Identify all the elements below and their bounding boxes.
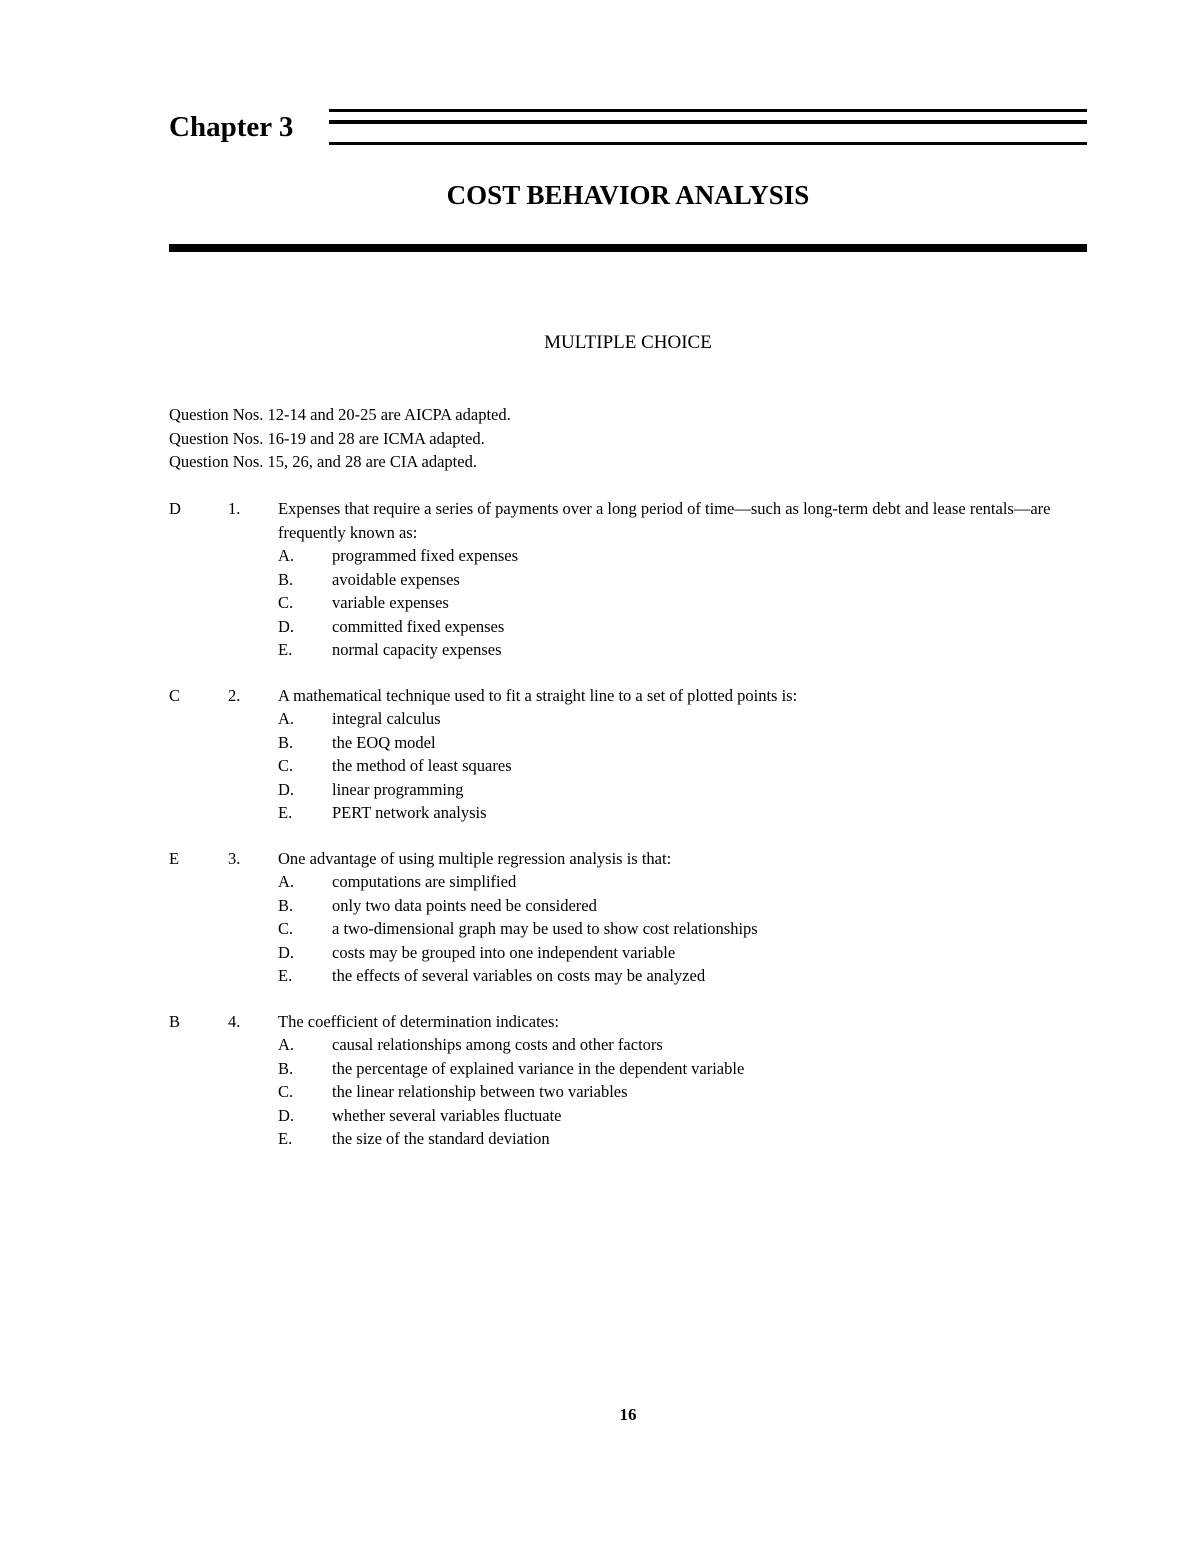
option-letter: A. [278,709,295,728]
option-letter: A. [278,546,295,565]
option-letter: E. [278,640,293,659]
question-number: 1. [228,499,241,518]
option-letter: D. [278,616,295,636]
header-rule-top [329,109,1087,112]
answer-option [278,754,1087,778]
option-letter: A. [278,1035,295,1054]
answer-option [278,941,1087,965]
header-rule-bottom [329,142,1087,145]
answer-option [278,568,1087,592]
question-item [169,684,1087,825]
option-text: committed fixed expenses [332,616,505,636]
answer-option [278,1080,1087,1104]
option-letter: A. [278,872,295,891]
option-text: avoidable expenses [332,569,460,589]
option-letter: D. [278,1105,295,1125]
option-text: integral calculus [332,709,441,728]
answer-option [278,615,1087,639]
question-stem: One advantage of using multiple regression analysis is that: [278,848,672,868]
option-text: the percentage of explained variance in the dependent variable [332,1058,745,1078]
option-text: the EOQ model [332,732,436,752]
answer-option [278,1127,1087,1151]
option-text: the linear relationship between two variables [332,1082,628,1101]
option-letter: C. [278,1082,294,1101]
option-text: the size of the standard deviation [332,1129,550,1148]
option-letter: B. [278,732,294,752]
answer-option [278,731,1087,755]
option-text: costs may be grouped into one independent variable [332,942,676,962]
answer-option [278,778,1087,802]
option-text: whether several variables fluctuate [332,1105,562,1125]
chapter-title: COST BEHAVIOR ANALYSIS [446,180,810,210]
answer-option [278,591,1087,615]
option-text: programmed fixed expenses [332,546,519,565]
answer-key: B [169,1011,181,1031]
option-letter: D. [278,779,295,799]
option-letter: C. [278,756,294,775]
title-divider [169,244,1087,252]
answer-option [278,964,1087,988]
answer-option [278,1033,1087,1057]
option-text: normal capacity expenses [332,640,502,659]
question-number: 2. [228,685,241,705]
option-text: computations are simplified [332,872,517,891]
chapter-label: Chapter 3 [169,111,294,143]
section-heading: MULTIPLE CHOICE [544,332,712,353]
option-text: the effects of several variables on costs may be analyzed [332,966,706,985]
question-item [169,1010,1087,1151]
option-text: linear programming [332,779,464,799]
option-letter: C. [278,593,294,612]
option-letter: E. [278,803,293,822]
option-letter: C. [278,919,294,938]
answer-key: D [169,499,181,518]
answer-option [278,870,1087,894]
option-text: variable expenses [332,593,449,612]
option-text: PERT network analysis [332,803,487,822]
question-stem: Expenses that require a series of payments over a long period of time—such as long-term debt and lease rentals—are frequently known as: [278,499,1051,542]
answer-option [278,707,1087,731]
answer-option [278,801,1087,825]
source-note: Question Nos. 15, 26, and 28 are CIA adapted. [169,452,477,471]
answer-option [278,917,1087,941]
option-letter: E. [278,966,293,985]
question-list [169,497,1087,1173]
question-item [169,847,1087,988]
answer-option [278,638,1087,662]
question-stem: The coefficient of determination indicates: [278,1011,559,1031]
option-letter: E. [278,1129,293,1148]
answer-key: E [169,848,180,868]
source-note: Question Nos. 12-14 and 20-25 are AICPA adapted. [169,405,511,424]
answer-option [278,544,1087,568]
option-text: causal relationships among costs and other factors [332,1035,663,1054]
source-notes [169,403,511,474]
header-rule-middle [329,120,1087,124]
answer-key: C [169,685,181,705]
question-stem: A mathematical technique used to fit a straight line to a set of plotted points is: [278,685,798,705]
option-letter: B. [278,569,294,589]
option-text: only two data points need be considered [332,895,597,915]
question-number: 4. [228,1011,241,1031]
answer-option [278,1104,1087,1128]
question-number: 3. [228,848,241,868]
option-letter: D. [278,942,295,962]
source-note: Question Nos. 16-19 and 28 are ICMA adapted. [169,428,485,448]
answer-option [278,1057,1087,1081]
question-item [169,497,1087,662]
page-number: 16 [619,1405,637,1424]
answer-option [278,894,1087,918]
option-text: a two-dimensional graph may be used to show cost relationships [332,919,758,938]
option-text: the method of least squares [332,756,512,775]
option-letter: B. [278,895,294,915]
option-letter: B. [278,1058,294,1078]
